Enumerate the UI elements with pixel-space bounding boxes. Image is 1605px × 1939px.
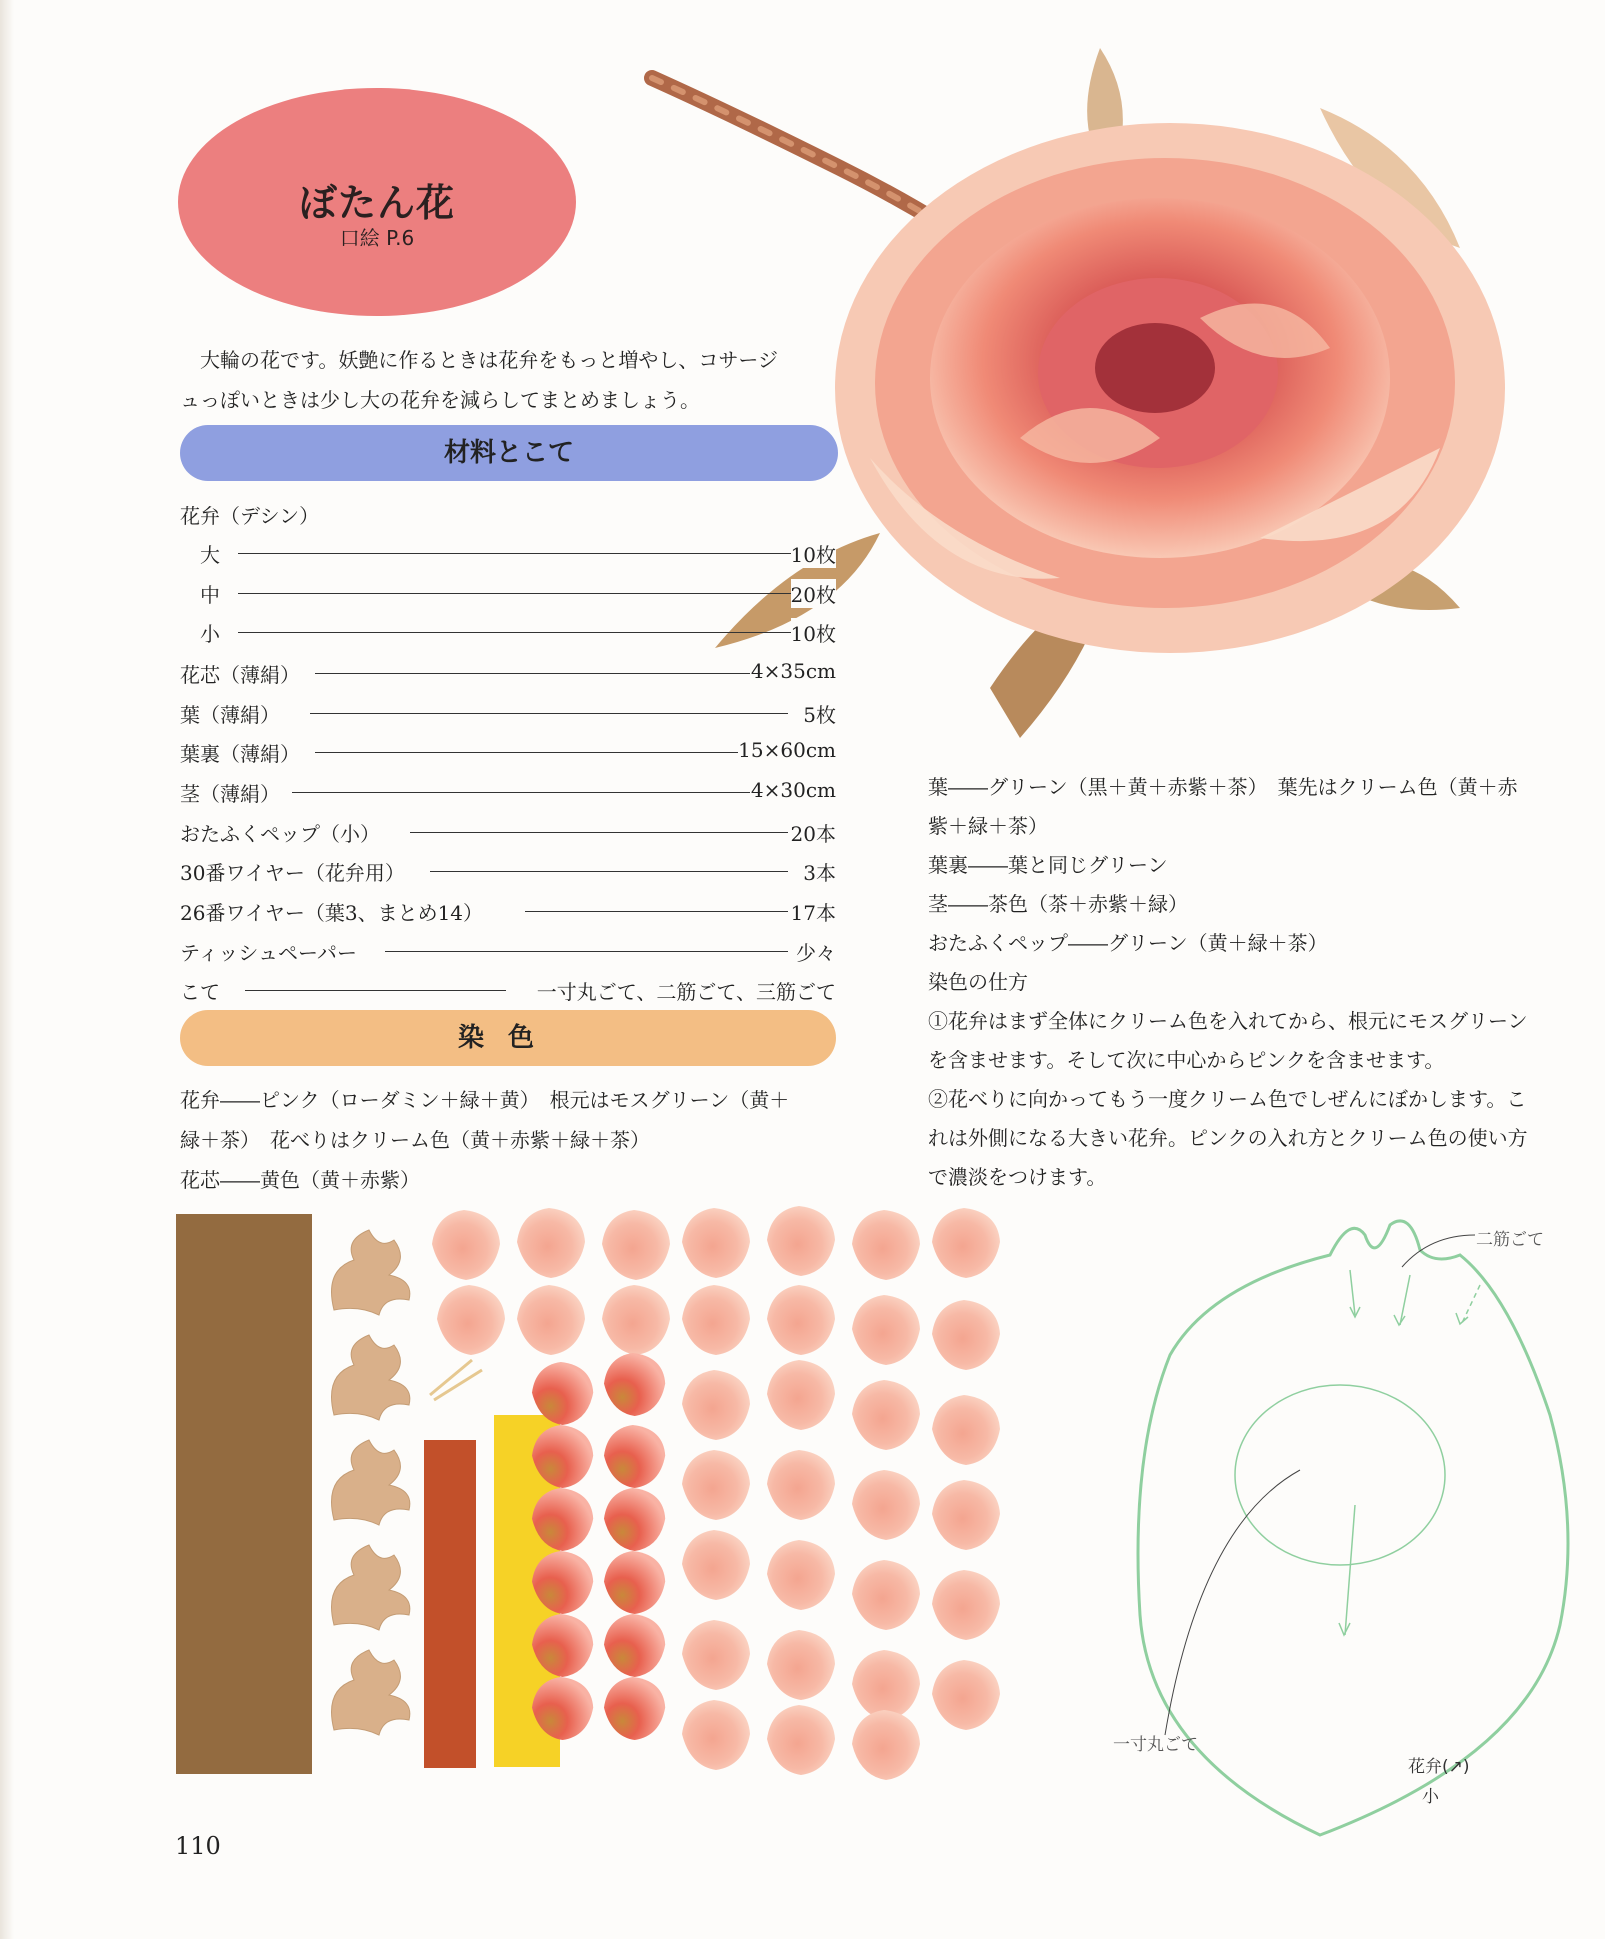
instruction-line: ①花弁はまず全体にクリーム色を入れてから、根元にモスグリーン xyxy=(928,1009,1528,1033)
instruction-line: を含ませます。そして次に中心からピンクを含ませます。 xyxy=(928,1048,1445,1072)
dyeing-line: 花弁――ピンク（ローダミン＋緑＋黄） 根元はモスグリーン（黄＋ xyxy=(180,1088,790,1112)
material-quantity: 4×30cm xyxy=(750,778,836,802)
frontispiece-reference: 口絵 P.6 xyxy=(339,226,415,250)
material-row xyxy=(180,778,836,808)
materials-heading: 材料とこて xyxy=(180,425,838,481)
instruction-line: ②花べりに向かってもう一度クリーム色でしぜんにぼかします。こ xyxy=(928,1087,1527,1111)
material-quantity: 17本 xyxy=(791,897,836,926)
page-spine-shadow xyxy=(0,0,14,1939)
material-name: ティッシュペーパー xyxy=(180,937,357,966)
material-row xyxy=(200,539,836,569)
dyeing-line: 花芯――黄色（黄＋赤紫） xyxy=(180,1168,420,1192)
material-row xyxy=(180,897,836,927)
material-quantity: 20本 xyxy=(791,818,836,847)
material-name: 30番ワイヤー（花弁用） xyxy=(180,857,405,886)
instruction-line: 葉裏――葉と同じグリーン xyxy=(928,853,1168,877)
dyeing-heading: 染色 xyxy=(180,1010,836,1066)
instruction-line: おたふくペップ――グリーン（黄＋緑＋茶） xyxy=(928,931,1328,955)
dyeing-text xyxy=(180,1080,860,1200)
dyeing-line: 緑＋茶） 花べりはクリーム色（黄＋赤紫＋緑＋茶） xyxy=(180,1128,650,1152)
material-quantity: 5枚 xyxy=(803,699,836,728)
material-name: 26番ワイヤー（葉3、まとめ14） xyxy=(180,897,483,926)
material-name: 大 xyxy=(200,539,220,568)
round-iron-label: 一寸丸ごて xyxy=(1113,1735,1198,1755)
instruction-line: で濃淡をつけます。 xyxy=(928,1165,1107,1189)
material-row xyxy=(180,976,836,1006)
material-name: 中 xyxy=(200,579,220,608)
flower-parts-photo xyxy=(172,1200,1064,1790)
material-name: 花芯（薄絹） xyxy=(180,659,300,688)
material-name: 葉裏（薄絹） xyxy=(180,738,300,767)
material-quantity: 20枚 xyxy=(791,579,836,608)
intro-line: ュっぽいときは少し大の花弁を減らしてまとめましょう。 xyxy=(180,388,700,412)
page-title: ぼたん花 xyxy=(298,181,455,225)
material-quantity: 4×35cm xyxy=(750,659,836,683)
material-row xyxy=(180,818,836,848)
material-name: 葉（薄絹） xyxy=(180,699,280,728)
page-number: 110 xyxy=(175,1832,221,1860)
intro-text xyxy=(180,340,840,420)
instruction-line: 茎――茶色（茶＋赤紫＋緑） xyxy=(928,892,1188,916)
dyeing-instructions xyxy=(928,768,1588,1197)
two-groove-iron-label: 二筋ごて xyxy=(1476,1230,1544,1250)
material-row xyxy=(180,937,836,967)
material-quantity: 10枚 xyxy=(791,539,836,568)
pattern-size-label: 小 xyxy=(1422,1787,1439,1807)
material-row xyxy=(180,738,836,768)
instruction-line: れは外側になる大きい花弁。ピンクの入れ方とクリーム色の使い方 xyxy=(928,1126,1528,1150)
material-row xyxy=(200,618,836,648)
pattern-name-label: 花弁(↗) xyxy=(1408,1757,1470,1777)
petal-pattern-diagram xyxy=(1110,1195,1590,1855)
material-name: 小 xyxy=(200,618,220,647)
material-row xyxy=(180,857,836,887)
instruction-line: 染色の仕方 xyxy=(928,970,1028,994)
material-quantity: 15×60cm xyxy=(738,738,836,762)
material-quantity: 3本 xyxy=(803,857,836,886)
material-quantity: 少々 xyxy=(796,937,836,966)
material-quantity: 10枚 xyxy=(791,618,836,647)
petal-material-label: 花弁（デシン） xyxy=(180,504,320,528)
material-name: おたふくペップ（小） xyxy=(180,818,380,847)
intro-line: 大輪の花です。妖艶に作るときは花弁をもっと増やし、コサージ xyxy=(200,348,778,372)
instruction-line: 葉――グリーン（黒＋黄＋赤紫＋茶） 葉先はクリーム色（黄＋赤 xyxy=(928,775,1518,799)
instruction-line: 紫＋緑＋茶） xyxy=(928,814,1048,838)
material-name: こて xyxy=(180,976,220,1005)
material-row xyxy=(200,579,836,609)
material-quantity: 一寸丸ごて、二筋ごて、三筋ごて xyxy=(537,976,836,1005)
material-row xyxy=(180,699,836,729)
material-row xyxy=(180,659,836,689)
material-name: 茎（薄絹） xyxy=(180,778,280,807)
